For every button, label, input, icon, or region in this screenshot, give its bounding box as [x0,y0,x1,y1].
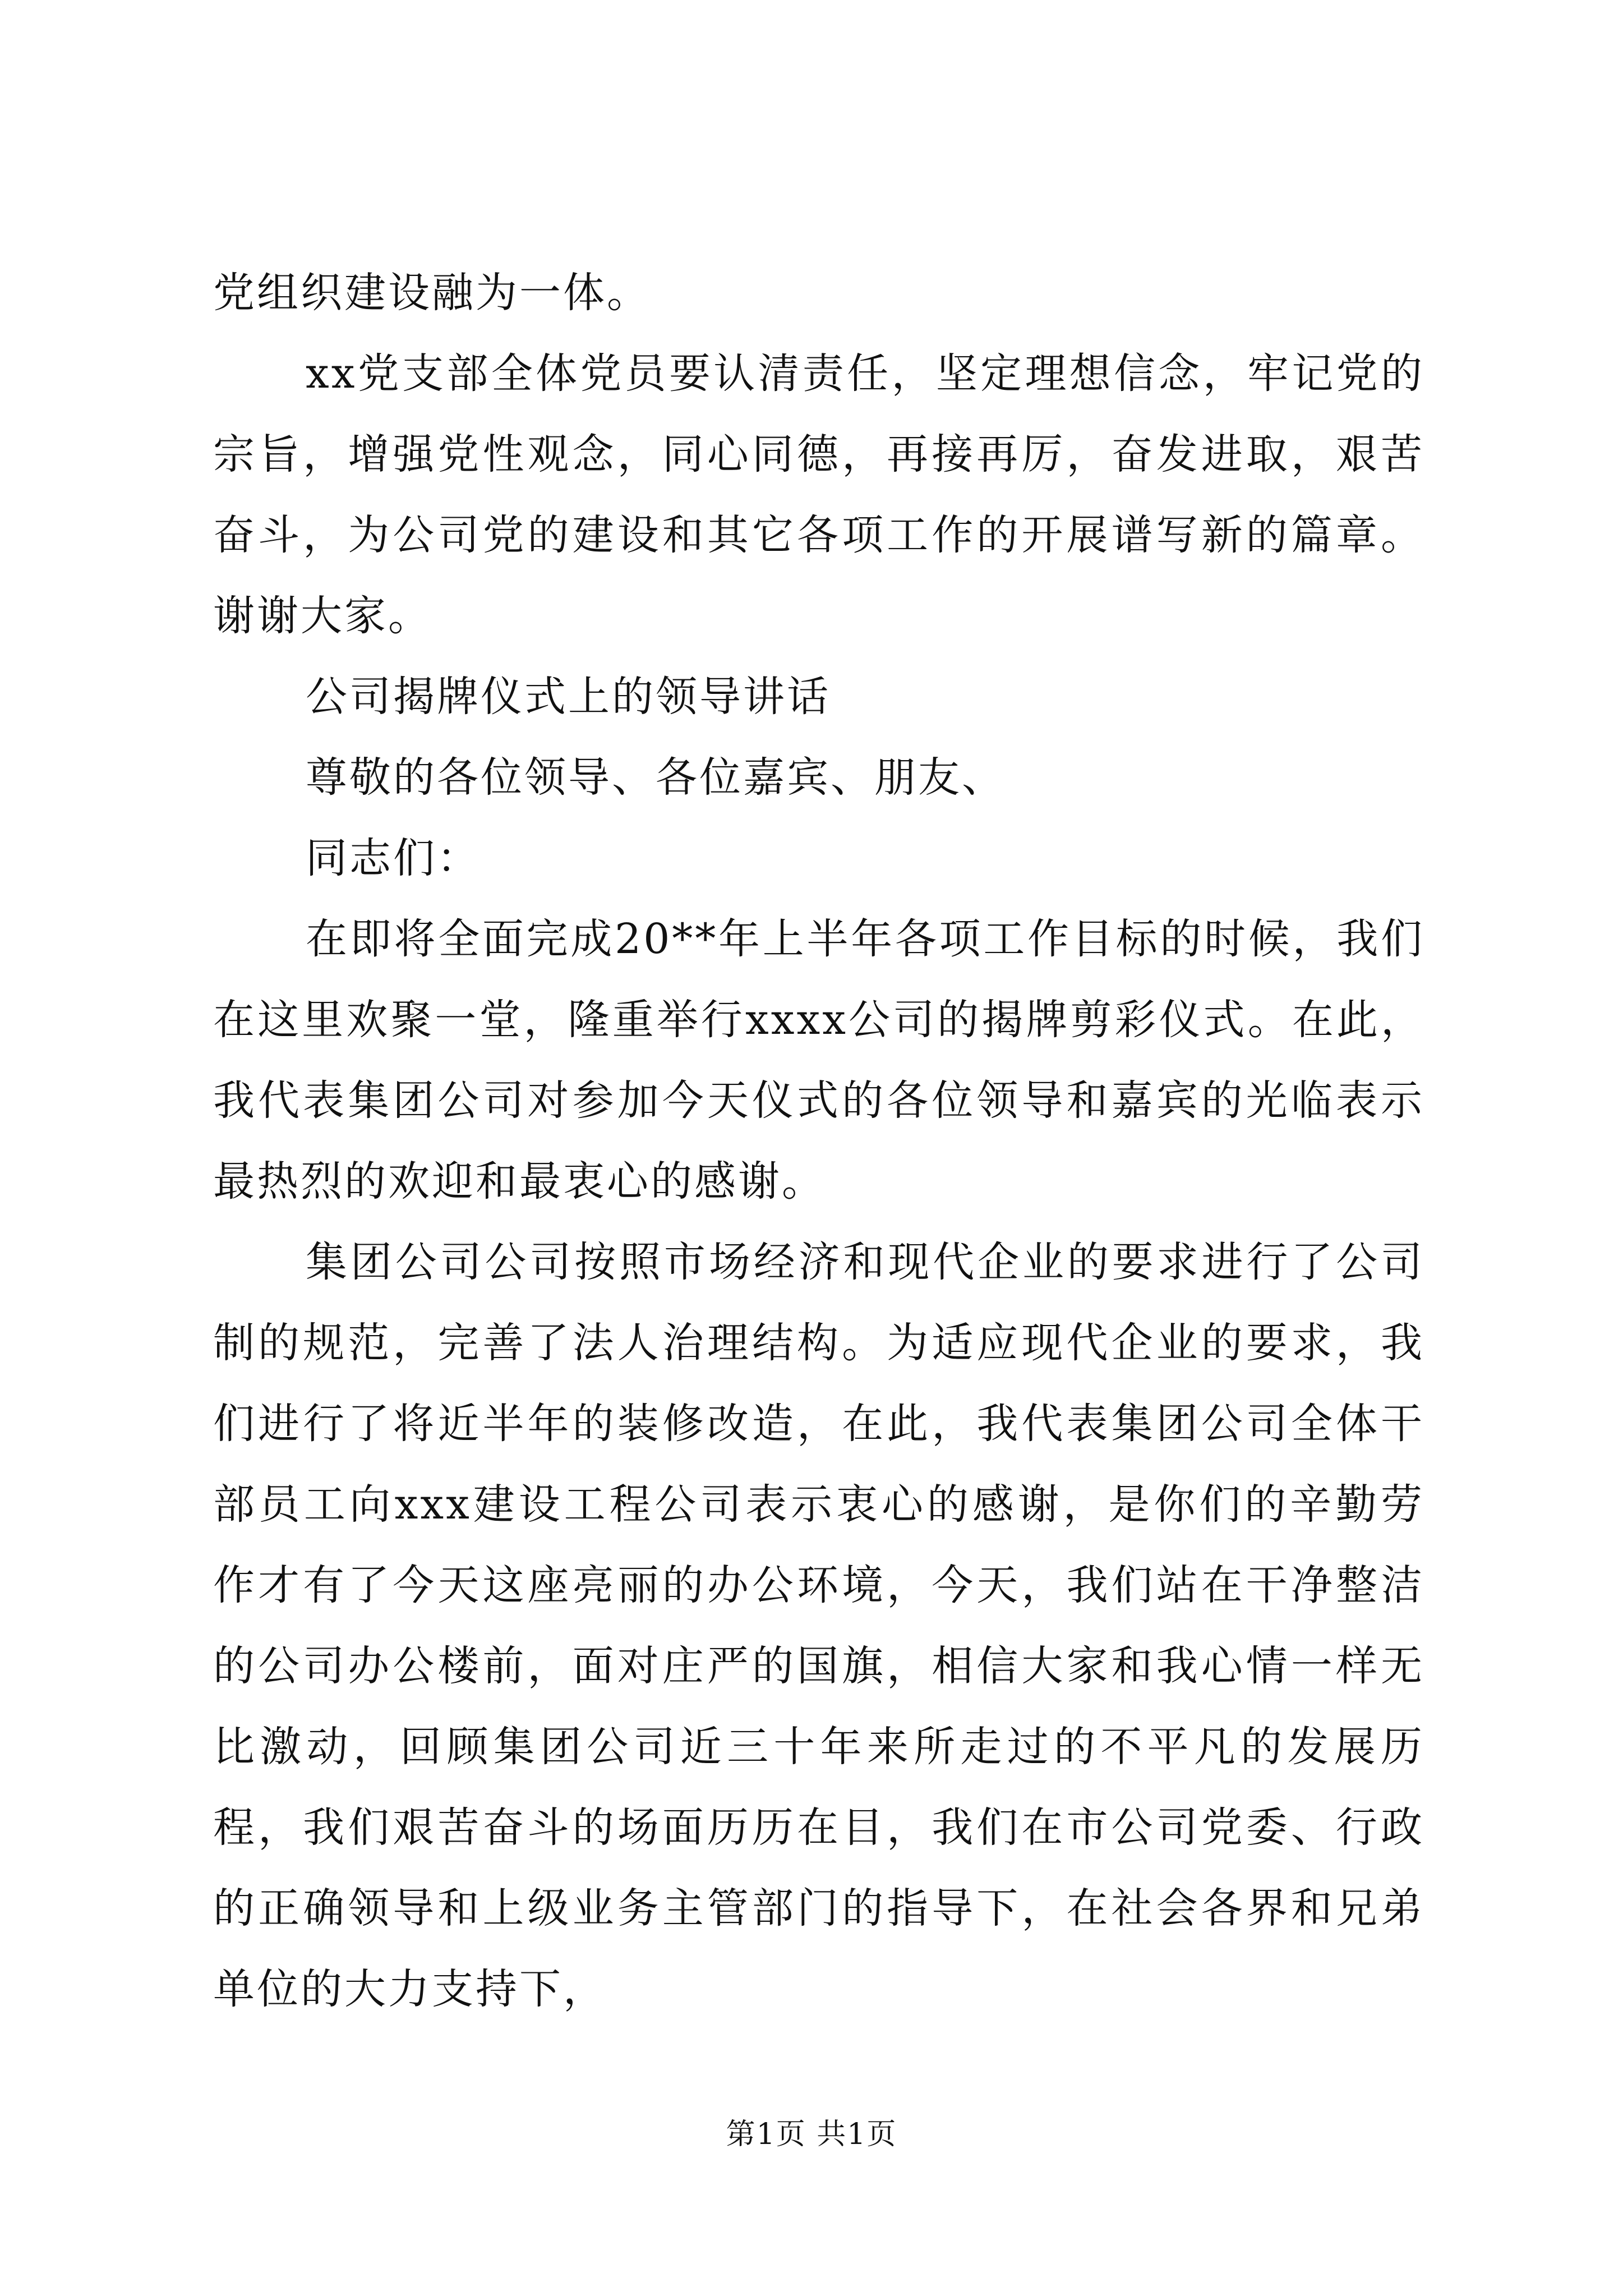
speech-title: 公司揭牌仪式上的领导讲话 [306,673,831,721]
salutation-line-1: 尊敬的各位领导、各位嘉宾、朋友、 [306,753,1006,802]
paragraph-opening: 在即将全面完成20**年上半年各项工作目标的时候，我们在这里欢聚一堂，隆重举行xxxx公司的揭牌剪彩仪式。在此，我代表集团公司对参加今天仪式的各位领导和嘉宾的光临表示最热烈的欢迎和最衷心的感谢。 [213,915,1424,1205]
paragraph-party-branch: xx党支部全体党员要认清责任，坚定理想信念，牢记党的宗旨，增强党性观念，同心同德，再接再厉，奋发进取，艰苦奋斗，为公司党的建设和其它各项工作的开展谱写新的篇章。谢谢大家。 [213,349,1424,640]
document-body [213,252,1424,2030]
page-number-footer: 第1页 共1页 [726,2118,897,2151]
paragraph-continuation: 党组织建设融为一体。 [213,269,651,317]
salutation-line-2: 同志们： [306,834,481,882]
paragraph-group-company: 集团公司公司按照市场经济和现代企业的要求进行了公司制的规范，完善了法人治理结构。为适应现代企业的要求，我们进行了将近半年的装修改造，在此，我代表集团公司全体干部员工向xxx建设工程公司表示衷心的感谢，是你们的辛勤劳作才有了今天这座亮丽的办公环境，今天，我们站在干净整洁的公司办公楼前，面对庄严的国旗，相信大家和我心情一样无比激动，回顾集团公司近三十年来所走过的不平凡的发展历程，我们艰苦奋斗的场面历历在目，我们在市公司党委、行政的正确领导和上级业务主管部门的指导下，在社会各界和兄弟单位的大力支持下， [213,1238,1424,2013]
